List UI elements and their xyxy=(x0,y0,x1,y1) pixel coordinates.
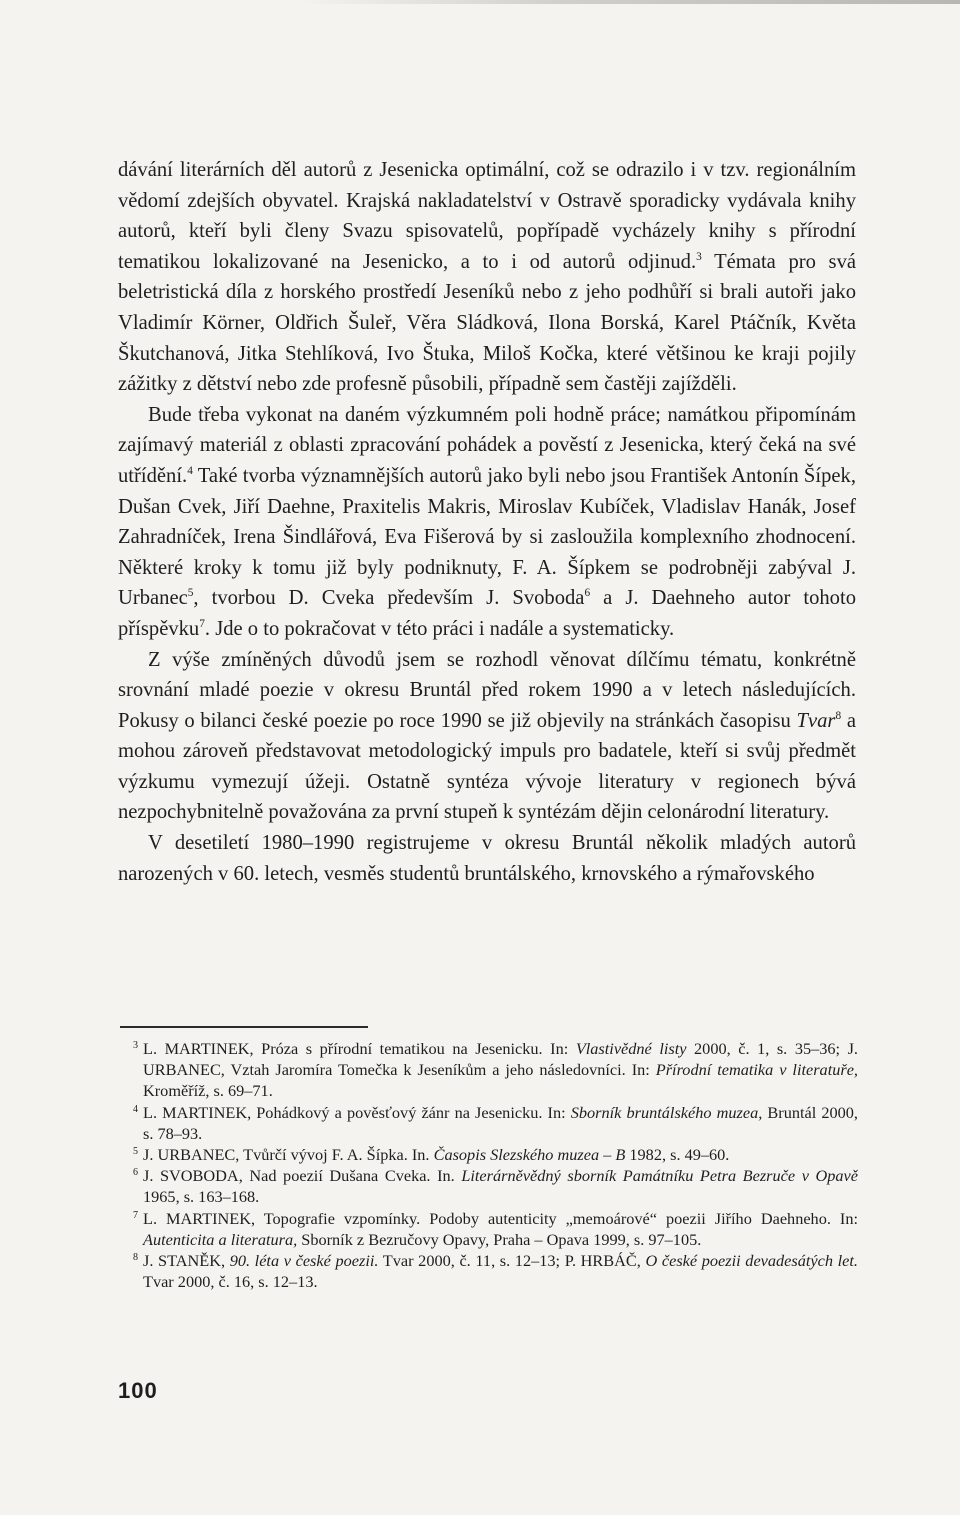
footnote-title: Autenticita a literatura, xyxy=(143,1229,298,1249)
footnote-title: Přírodní tematika v literatuře, xyxy=(655,1060,858,1080)
footnote-title: Vlastivědné listy xyxy=(575,1039,687,1058)
paragraph-4-text: V desetiletí 1980–1990 registrujeme v okresu Bruntál několik mladých autorů narozených v 60. letech, vesměs studentů bruntálského, krnovského a rýmařovského xyxy=(118,832,856,885)
footnote-4 xyxy=(118,1102,858,1144)
footnote-title: O české poezii devadesátých let. xyxy=(645,1251,858,1271)
footnote-text: L. MARTINEK, Próza s přírodní tematikou na Jesenicku. In: xyxy=(143,1039,576,1058)
paragraph-1-text-a: dávání literárních děl autorů z Jesenicka optimální, což se odrazilo i v tzv. regionálním vědomí zdejších obyvatel. Krajská nakladatelství v Ostravě sporadicky vydávala knihy autorů, kteří byli členy Svazu spisovatelů, popřípadě vycházely knihy s přírodní tematikou lokalizované na Jesenicko, a to i od autorů odjinud. xyxy=(118,159,856,273)
footnote-text: Tvar 2000, č. 11, s. 12–13; P. HRBÁČ, xyxy=(378,1251,646,1271)
footnote-separator xyxy=(120,1026,368,1028)
footnote-6 xyxy=(118,1165,858,1207)
footnote-text: L. MARTINEK, Topografie vzpomínky. Podoby autenticity „memoárové“ poezii Jiřího Daehneho. In: xyxy=(143,1208,858,1228)
paragraph-1-text-b: Témata pro svá beletristická díla z horského prostředí Jeseníků nebo z jeho podhůří si brali autoři jako Vladimír Körner, Oldřich Šuleř, Věra Sládková, Ilona Borská, Karel Ptáčník, Květa Škutchanová, Jitka Stehlíková, Ivo Štuka, Miloš Kočka, které většinou ke kraji pojily zážitky z dětství nebo zde profesně působili, případně sem častěji zajížděli. xyxy=(118,250,857,396)
main-text xyxy=(118,155,856,889)
footnote-text: Tvar 2000, č. 16, s. 12–13. xyxy=(143,1272,318,1292)
journal-title-tvar: Tvar xyxy=(796,709,836,732)
footnote-8 xyxy=(118,1250,858,1292)
footnote-7 xyxy=(118,1208,858,1250)
footnote-text: Kroměříž, s. 69–71. xyxy=(143,1081,273,1101)
paragraph-2-text-b: Také tvorba významnějších autorů jako byli nebo jsou František Antonín Šípek, Dušan Cvek, Jiří Daehne, Praxitelis Makris, Miroslav Kubíček, Vladislav Hanák, Josef Zahradníček, Irena Šindlářová, Eva Fišerová by si zasloužila komplexního zhodnocení. Některé kroky k tomu již byly podniknuty, F. A. Šípkem se podrobněji zabýval J. Urbanec xyxy=(118,464,856,610)
footnote-ref-3: 3 xyxy=(696,250,702,263)
paragraph-4 xyxy=(118,828,856,889)
paragraph-2-text-a: Bude třeba vykonat na daném výzkumném poli hodně práce; namátkou připomínám zajímavý materiál z oblasti zpracování pohádek a pověstí z Jesenicka, který čeká na své utřídění. xyxy=(118,403,856,487)
paragraph-3-text-a: Z výše zmíněných důvodů jsem se rozhodl věnovat dílčímu tématu, konkrétně srovnání mladé poezie v okresu Bruntál před rokem 1990 a v letech následujících. Pokusy o bilanci české poezie po roce 1990 se již objevily na stránkách časopisu xyxy=(118,648,856,732)
paragraph-2-text-e: . Jde o to pokračovat v této práci i nadále a systematicky. xyxy=(204,617,675,640)
paragraph-2-text-c: , tvorbou D. Cveka především J. Svoboda xyxy=(193,587,585,610)
paragraph-2 xyxy=(118,400,856,645)
footnote-title: Časopis Slezského muzea – B xyxy=(433,1145,626,1165)
footnote-ref-6: 6 xyxy=(584,587,591,600)
footnote-mark: 5 xyxy=(133,1146,138,1158)
footnote-text: J. STANĚK, xyxy=(143,1251,230,1271)
footnote-text: 2000, č. 1, s. 35–36; J. URBANEC, Vztah Jaromíra Tomečka k Jeseníkům a jeho následovníci. In: xyxy=(143,1039,859,1080)
footnote-ref-8: 8 xyxy=(835,709,842,722)
paragraph-2-text-d: a J. Daehneho autor tohoto příspěvku xyxy=(118,587,856,640)
footnote-5 xyxy=(118,1144,858,1165)
footnote-text: 1965, s. 163–168. xyxy=(143,1187,260,1207)
paragraph-3-text-b: a mohou zároveň představovat metodologický impuls pro badatele, kteří si svůj předmět výzkumu vymezují úžeji. Ostatně syntéza vývoje literatury v regionech bývá nezpochybnitelně považována za první stupeň k syntézám dějin celonárodní literatury. xyxy=(118,709,856,824)
footnote-title: 90. léta v české poezii. xyxy=(229,1251,379,1271)
footnote-text: J. SVOBODA, Nad poezií Dušana Cveka. In. xyxy=(143,1166,462,1186)
footnote-3 xyxy=(118,1038,858,1102)
footnote-text: 1982, s. 49–60. xyxy=(625,1145,730,1165)
footnote-ref-5: 5 xyxy=(187,587,194,600)
footnote-text: Bruntál 2000, s. 78–93. xyxy=(143,1102,858,1143)
footnote-mark: 7 xyxy=(133,1209,138,1221)
page-number: 100 xyxy=(118,1378,158,1403)
footnote-title: Sborník bruntálského muzea, xyxy=(570,1102,763,1122)
paragraph-1 xyxy=(118,155,856,400)
page-top-edge xyxy=(300,0,960,4)
footnote-mark: 8 xyxy=(133,1252,138,1264)
footnote-text: J. URBANEC, Tvůrčí vývoj F. A. Šípka. In. xyxy=(143,1145,434,1165)
footnote-mark: 3 xyxy=(133,1040,138,1051)
footnote-ref-4: 4 xyxy=(187,465,193,478)
footnotes xyxy=(118,1038,858,1292)
footnote-mark: 4 xyxy=(133,1103,138,1115)
footnote-text: Sborník z Bezručovy Opavy, Praha – Opava 1999, s. 97–105. xyxy=(297,1229,702,1249)
footnote-ref-7: 7 xyxy=(199,617,205,630)
footnote-title: Literárněvědný sborník Památníku Petra Bezruče v Opavě xyxy=(461,1166,858,1186)
footnote-text: L. MARTINEK, Pohádkový a pověsťový žánr na Jesenicku. In: xyxy=(143,1102,571,1122)
paragraph-3 xyxy=(118,645,856,829)
footnote-mark: 6 xyxy=(133,1167,138,1179)
